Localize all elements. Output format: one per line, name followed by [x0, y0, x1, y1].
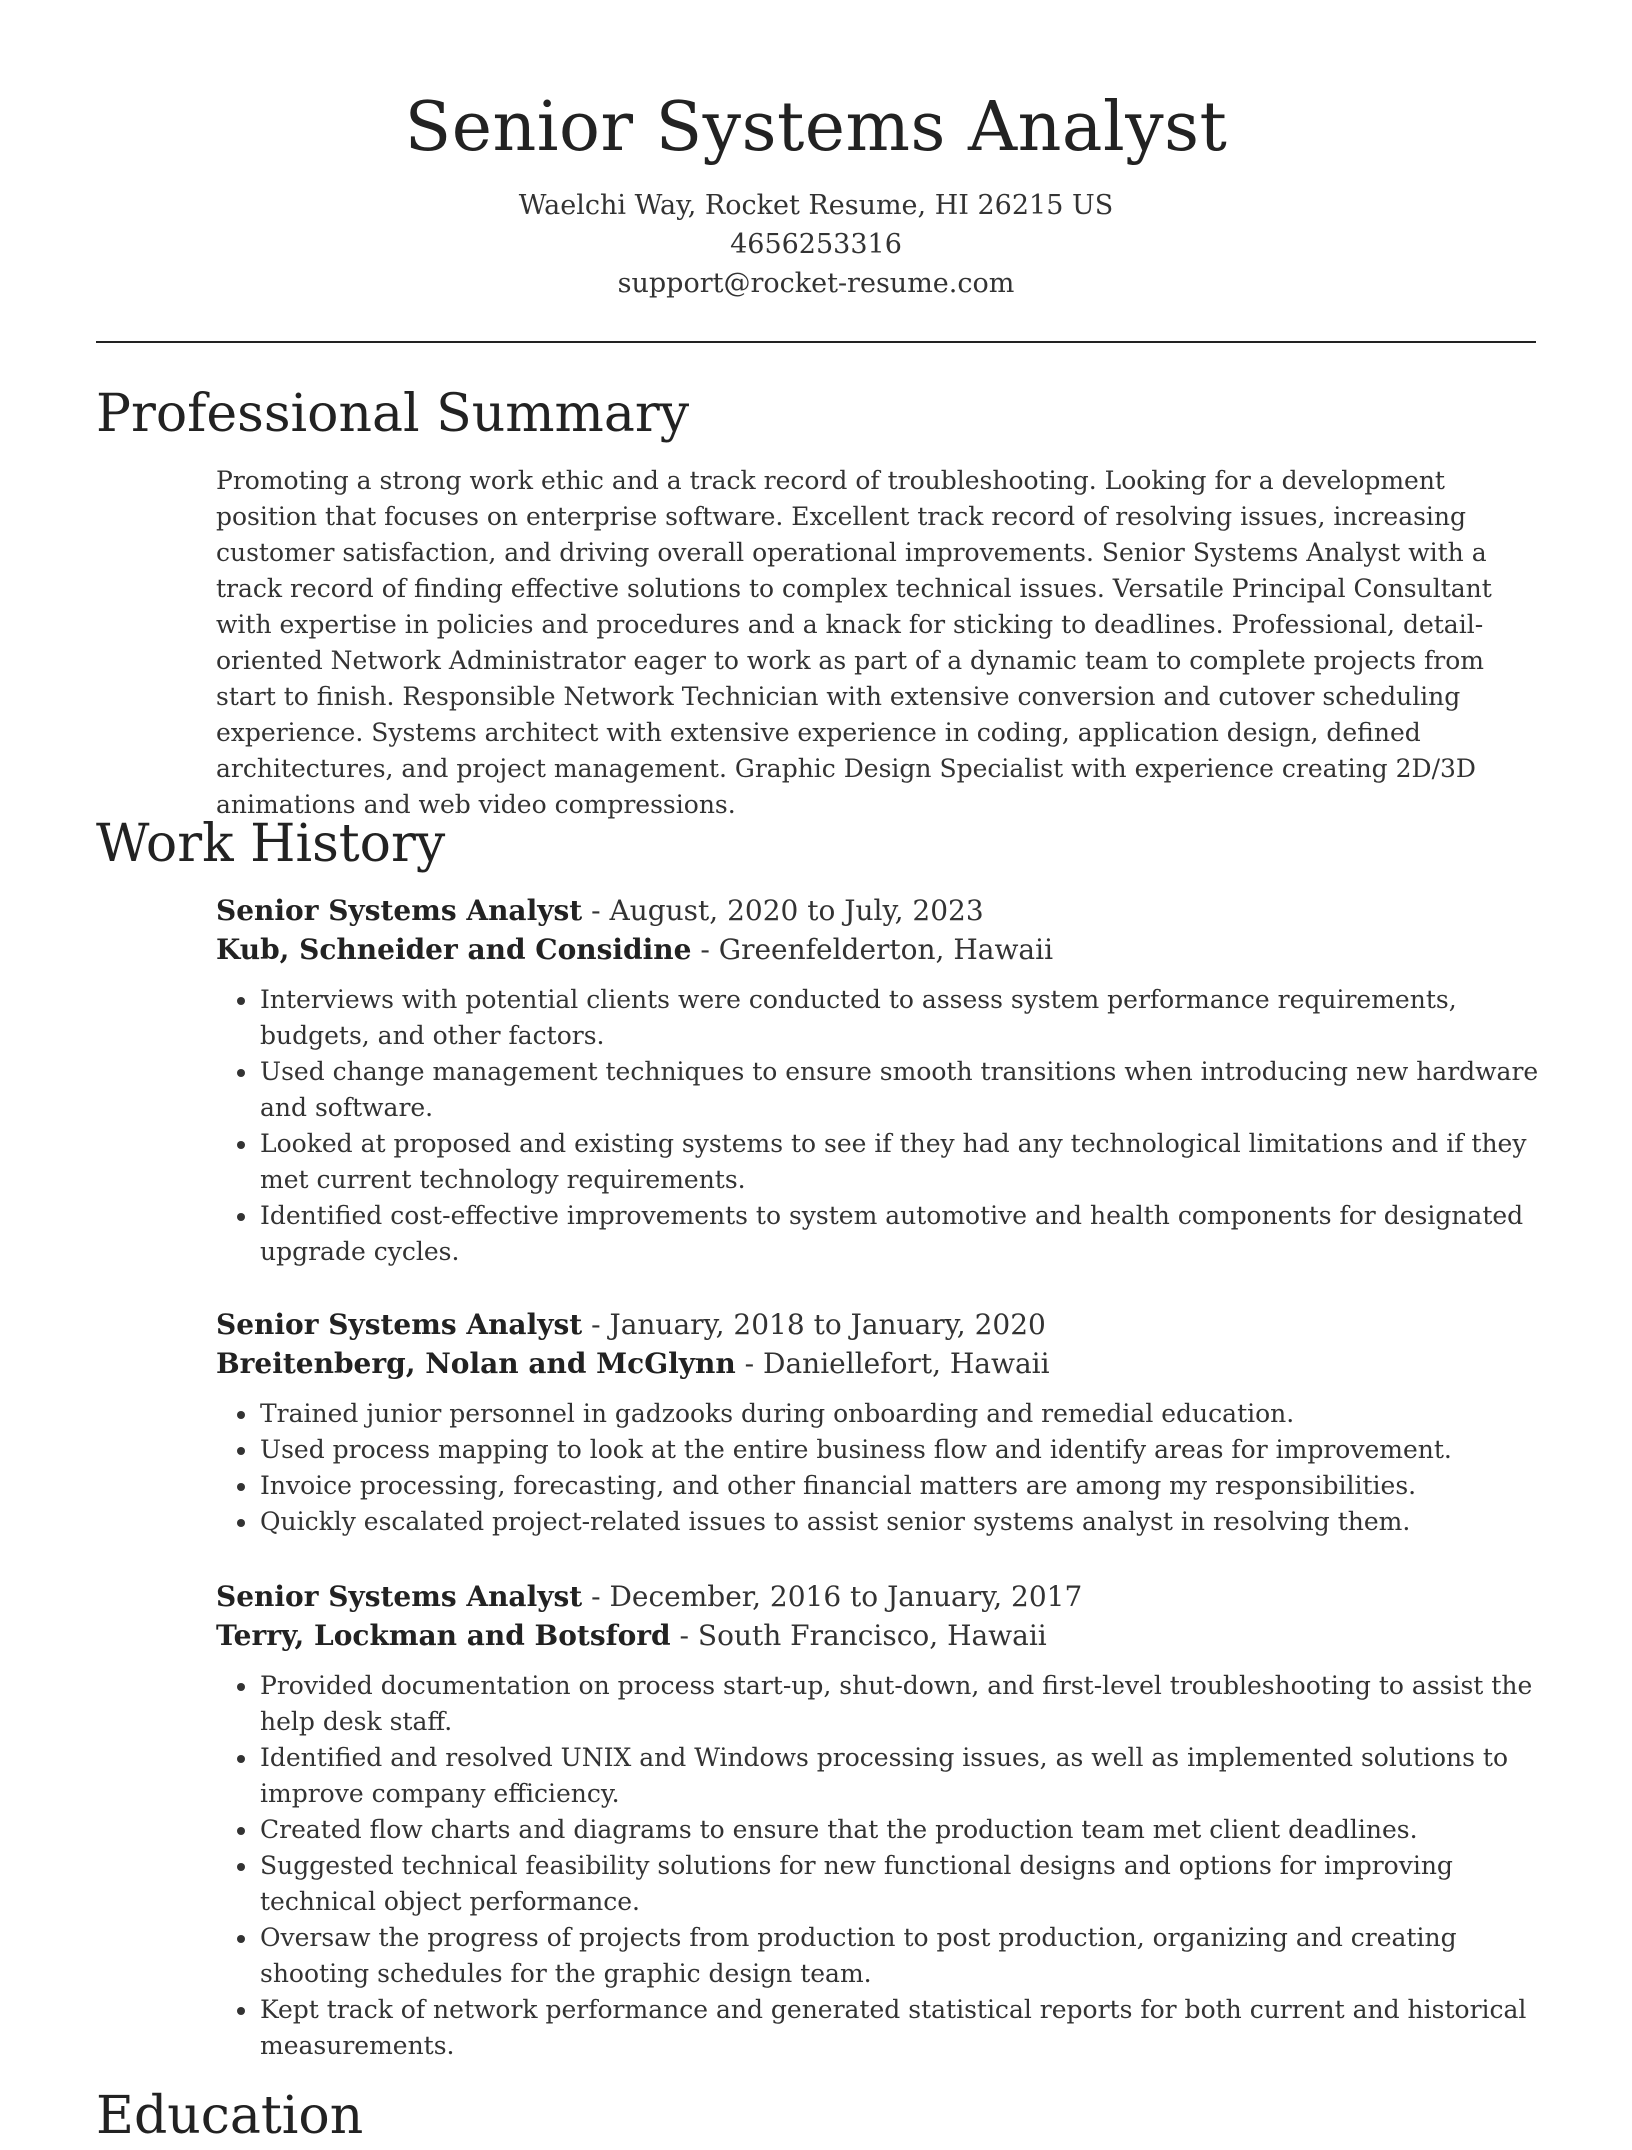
job-bullet: • Trained junior personnel in gadzooks during onboarding and remedial education. — [259, 1396, 1546, 1432]
job-role: Senior Systems Analyst — [216, 1580, 583, 1613]
job-entry — [216, 1577, 1546, 2064]
job-location: Greenfelderton, Hawaii — [718, 933, 1054, 966]
job-bullet: • Suggested technical feasibility solutions for new functional designs and options for improving technical object performance. — [259, 1848, 1546, 1920]
job-separator: - — [591, 1308, 610, 1341]
job-company: Kub, Schneider and Considine — [216, 933, 692, 966]
job-bullet: • Created flow charts and diagrams to ensure that the production team met client deadlines. — [259, 1812, 1546, 1848]
contact-email: support@rocket-resume.com — [617, 268, 1015, 299]
job-bullets — [216, 1396, 1546, 1540]
header-divider — [96, 341, 1536, 343]
job-role: Senior Systems Analyst — [216, 894, 583, 927]
page-title: Senior Systems Analyst — [404, 88, 1228, 167]
job-location: South Francisco, Hawaii — [697, 1619, 1047, 1652]
job-separator: - — [679, 1619, 698, 1652]
job-separator: - — [591, 1580, 610, 1613]
job-company-line — [216, 1616, 1546, 1655]
resume-header — [96, 80, 1536, 303]
job-company-line — [216, 930, 1546, 969]
job-dates: December, 2016 to January, 2017 — [609, 1580, 1083, 1613]
contact-address: Waelchi Way, Rocket Resume, HI 26215 US — [518, 190, 1114, 221]
job-role-line — [216, 1577, 1546, 1616]
section-title-education: Education — [96, 2086, 364, 2146]
job-bullet: • Quickly escalated project-related issues to assist senior systems analyst in resolving them. — [259, 1504, 1546, 1540]
job-dates: January, 2018 to January, 2020 — [609, 1308, 1046, 1341]
job-role-line — [216, 1305, 1546, 1344]
job-bullet: • Kept track of network performance and generated statistical reports for both current and historical measurements. — [259, 1992, 1546, 2064]
job-bullets — [216, 1668, 1546, 2064]
job-entry — [216, 891, 1546, 1270]
job-separator: - — [744, 1347, 764, 1380]
section-title-summary: Professional Summary — [96, 384, 690, 444]
job-separator: - — [591, 894, 610, 927]
job-bullet: • Oversaw the progress of projects from production to post production, organizing and creating shooting schedules for the graphic design team. — [259, 1920, 1546, 1992]
summary-text: Promoting a strong work ethic and a track record of troubleshooting. Looking for a development position that focuses on enterprise software. Excellent track record of resolving issues, increasing customer satisfaction, and driving overall operational improvements. Senior Systems Analyst with a track record of finding effective solutions to complex technical issues. Versatile Principal Consultant with expertise in policies and procedures and a knack for sticking to deadlines. Professional, detail-oriented Network Administrator eager to work as part of a dynamic team to complete projects from start to finish. Responsible Network Technician with extensive conversion and cutover scheduling experience. Systems architect with extensive experience in coding, application design, defined architectures, and project management. Graphic Design Specialist with experience creating 2D/3D animations and web video compressions. — [216, 466, 1492, 819]
contact-block — [96, 186, 1536, 303]
job-bullet: • Interviews with potential clients were conducted to assess system performance requirements, budgets, and other factors. — [259, 982, 1546, 1054]
job-separator: - — [700, 933, 719, 966]
job-bullets — [216, 982, 1546, 1270]
job-entry — [216, 1305, 1546, 1540]
job-bullet: • Provided documentation on process start-up, shut-down, and first-level troubleshooting to assist the help desk staff. — [259, 1668, 1546, 1740]
job-role: Senior Systems Analyst — [216, 1308, 583, 1341]
section-title-work-history: Work History — [96, 814, 446, 874]
job-bullet: • Invoice processing, forecasting, and other financial matters are among my responsibilities. — [259, 1468, 1546, 1504]
job-bullet: • Looked at proposed and existing systems to see if they had any technological limitations and if they met current technology requirements. — [259, 1126, 1546, 1198]
job-dates: August, 2020 to July, 2023 — [609, 894, 984, 927]
job-company-line — [216, 1344, 1546, 1383]
job-bullet: • Identified and resolved UNIX and Windows processing issues, as well as implemented solutions to improve company efficiency. — [259, 1740, 1546, 1812]
job-bullet: • Identified cost-effective improvements to system automotive and health components for designated upgrade cycles. — [259, 1198, 1546, 1270]
job-company: Terry, Lockman and Botsford — [216, 1619, 671, 1652]
contact-phone: 4656253316 — [730, 229, 902, 260]
job-company: Breitenberg, Nolan and McGlynn — [216, 1347, 736, 1380]
job-location: Daniellefort, Hawaii — [763, 1347, 1050, 1380]
job-bullet: • Used change management techniques to ensure smooth transitions when introducing new hardware and software. — [259, 1054, 1546, 1126]
job-bullet: • Used process mapping to look at the entire business flow and identify areas for improvement. — [259, 1432, 1546, 1468]
job-role-line — [216, 891, 1546, 930]
